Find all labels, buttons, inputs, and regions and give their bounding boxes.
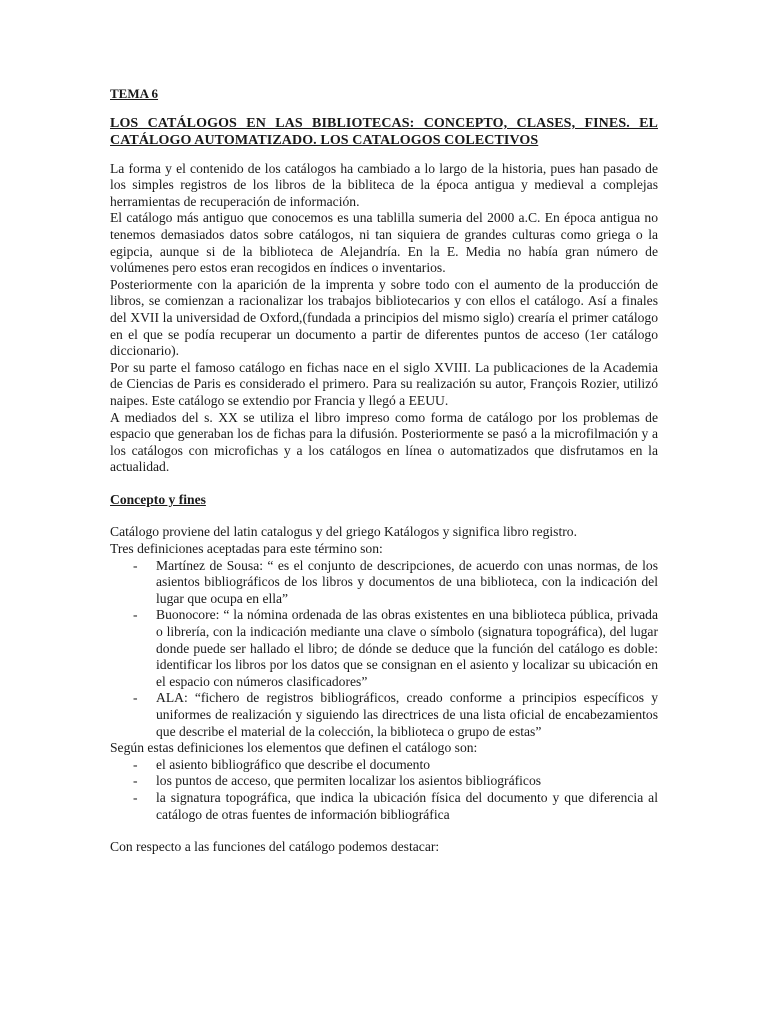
spacer bbox=[110, 823, 658, 839]
list-item bbox=[110, 690, 658, 740]
dash-bullet: - bbox=[133, 690, 138, 706]
intro-paragraph: A mediados del s. XX se utiliza el libro impreso como forma de catálogo por los problemas de espacio que generaban los de fichas para la difusión. Posteriormente se pasó a la microfilmación y a los catálogos con microfichas y a los catálogos en línea o automatizados que disfrutamos en la actualidad. bbox=[110, 409, 658, 475]
concept-paragraph: Catálogo proviene del latin catalogus y del griego Katálogos y significa libro registro. bbox=[110, 524, 577, 540]
definition-text: Martínez de Sousa: “ es el conjunto de descripciones, de acuerdo con unas normas, de los asientos bibliográficos de los libros y documentos de una biblioteca, con la indicación del lugar que ocupa en ella” bbox=[156, 557, 658, 606]
element-text: el asiento bibliográfico que describe el documento bbox=[156, 756, 431, 772]
list-item bbox=[110, 757, 658, 774]
intro-section bbox=[110, 161, 658, 476]
section-heading-concepto: Concepto y fines bbox=[110, 491, 206, 507]
definitions-list bbox=[110, 558, 658, 741]
dash-bullet: - bbox=[133, 557, 138, 573]
dash-bullet: - bbox=[133, 789, 138, 805]
spacer bbox=[110, 476, 658, 492]
document-page bbox=[110, 86, 658, 856]
concept-paragraph: Tres definiciones aceptadas para este término son: bbox=[110, 541, 383, 557]
dash-bullet: - bbox=[133, 756, 138, 772]
dash-bullet: - bbox=[133, 607, 138, 623]
list-item bbox=[110, 790, 658, 823]
element-text: la signatura topográfica, que indica la ubicación física del documento y que diferencia al catálogo de otras fuentes de información bibliográfica bbox=[156, 789, 658, 822]
functions-intro: Con respecto a las funciones del catálogo podemos destacar: bbox=[110, 839, 440, 855]
intro-paragraph: Posteriormente con la aparición de la imprenta y sobre todo con el aumento de la producción de libros, se comienzan a racionalizar los trabajos bibliotecarios y con ellos el catálogo. Así a finales del XVII la universidad de Oxford,(fundada a principios del mismo siglo) crearía el primer catálogo en el que se podía recuperar un documento a partir de diferentes puntos de acceso (1er catálogo diccionario). bbox=[110, 276, 658, 359]
definition-text: Buonocore: “ la nómina ordenada de las obras existentes en una biblioteca pública, privada o librería, con la indicación mediante una clave o símbolo (signatura topográfica), del lugar donde puede ser hallado el libro; de dónde se deduce que la función del catálogo es doble: identificar los libros por los datos que se consignan en el asiento y localizar su ubicación en el espacio con números clasificadores” bbox=[156, 607, 658, 689]
intro-paragraph: El catálogo más antiguo que conocemos es una tablilla sumeria del 2000 a.C. En época antigua no tenemos demasiados datos sobre catálogos, ni tan siquiera de grandes culturas como griega o la egipcia, aunque si de la biblioteca de Alejandría. En la E. Media no había gran número de volúmenes pero estos eran recogidos en índices o inventarios. bbox=[110, 210, 658, 276]
list-item bbox=[110, 773, 658, 790]
spacer bbox=[110, 508, 658, 524]
intro-paragraph: Por su parte el famoso catálogo en fichas nace en el siglo XVIII. La publicaciones de la Academia de Ciencias de Paris es considerado el primero. Para su realización su autor, François Rozier, utilizó naipes. Este catálogo se extendio por Francia y llegó a EEUU. bbox=[110, 359, 658, 408]
list-item bbox=[110, 558, 658, 608]
tema-heading: TEMA 6 bbox=[110, 86, 159, 101]
dash-bullet: - bbox=[133, 773, 138, 789]
intro-paragraph: La forma y el contenido de los catálogos ha cambiado a lo largo de la historia, pues han pasado de los simples registros de los libros de la bibliteca de la época antigua y medieval a complejas herramientas de recuperación de información. bbox=[110, 160, 658, 209]
elements-intro: Según estas definiciones los elementos que definen el catálogo son: bbox=[110, 740, 478, 756]
element-text: los puntos de acceso, que permiten localizar los asientos bibliográficos bbox=[156, 773, 542, 789]
list-item bbox=[110, 607, 658, 690]
document-title: LOS CATÁLOGOS EN LAS BIBLIOTECAS: CONCEPTO, CLASES, FINES. EL CATÁLOGO AUTOMATIZADO. LOS CATALOGOS COLECTIVOS bbox=[110, 115, 658, 148]
elements-list bbox=[110, 757, 658, 823]
definition-text: ALA: “fichero de registros bibliográficos, creado conforme a principios específicos y uniformes de realización y siguiendo las directrices de una lista oficial de encabezamientos que describe el material de la colección, la biblioteca o grupo de estas” bbox=[156, 690, 658, 739]
